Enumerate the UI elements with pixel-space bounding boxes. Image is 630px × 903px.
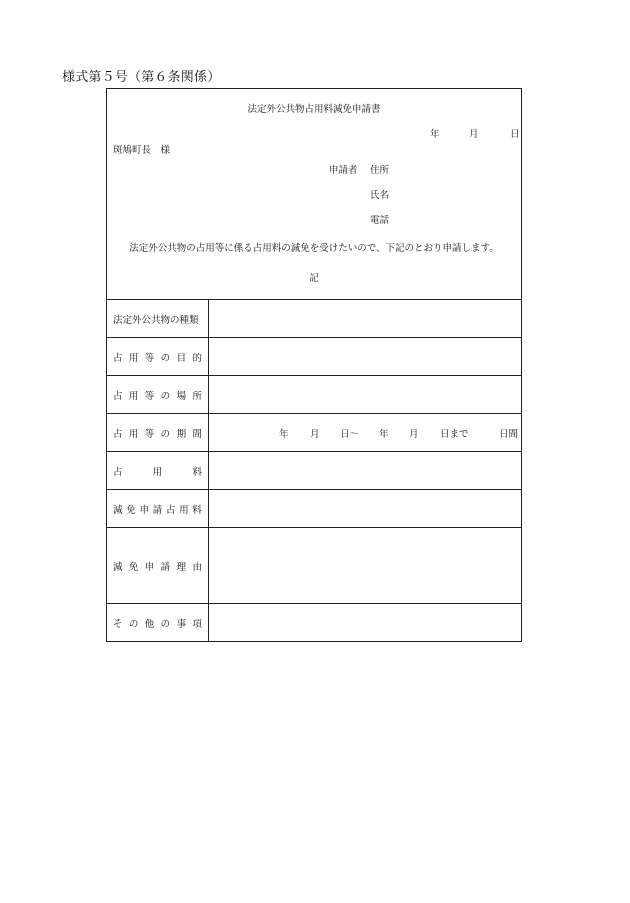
table-row: [107, 413, 521, 451]
table-row: [107, 603, 521, 641]
phone-label: 電話: [370, 215, 390, 226]
row-label-purpose: 占 用 等 の 目 的: [107, 338, 209, 375]
form-number-label: 様式第５号（第６条関係）: [62, 70, 221, 85]
period-year-end: 年: [379, 428, 389, 440]
other-field[interactable]: [209, 604, 521, 641]
purpose-field[interactable]: [209, 338, 521, 375]
table-row: [107, 489, 521, 527]
applicant-label: 申請者: [329, 165, 358, 176]
period-field[interactable]: [209, 414, 521, 451]
date-year: 年: [430, 129, 440, 140]
note-mark: 記: [309, 273, 319, 284]
name-label: 氏名: [370, 190, 390, 201]
period-day-end: 日まで: [440, 428, 469, 440]
address-label: 住所: [370, 165, 390, 176]
row-label-other: そ の 他 の 事 項: [107, 604, 209, 641]
table-row: [107, 375, 521, 413]
table-row: [107, 527, 521, 603]
addressee: 斑鳩町長 様: [113, 145, 171, 156]
row-label-fee: 占 用 料: [107, 452, 209, 489]
fee-field[interactable]: [209, 452, 521, 489]
row-label-reduction-fee: 減 免 申 請 占 用 料: [107, 490, 209, 527]
row-label-period: 占 用 等 の 期 間: [107, 414, 209, 451]
row-label-type: 法定外公共物の種類: [107, 300, 209, 337]
period-days: 日間: [499, 428, 519, 440]
form-title: 法定外公共物占用料減免申請書: [247, 104, 381, 115]
reduction-fee-field[interactable]: [209, 490, 521, 527]
location-field[interactable]: [209, 376, 521, 413]
application-form: [106, 88, 522, 642]
table-row: [107, 451, 521, 489]
row-label-reason: 減 免 申 請 理 由: [107, 528, 209, 603]
period-year-start: 年: [279, 428, 289, 440]
row-label-location: 占 用 等 の 場 所: [107, 376, 209, 413]
table-row: [107, 337, 521, 375]
period-day-start: 日～: [340, 428, 360, 440]
reason-field[interactable]: [209, 528, 521, 603]
date-month: 月: [469, 129, 479, 140]
period-month-start: 月: [310, 428, 320, 440]
detail-table: [107, 299, 521, 641]
period-month-end: 月: [409, 428, 419, 440]
date-day: 日: [510, 129, 520, 140]
table-row: [107, 299, 521, 337]
type-field[interactable]: [209, 300, 521, 337]
application-statement: 法定外公共物の占用等に係る占用料の減免を受けたいので、下記のとおり申請します。: [129, 243, 499, 254]
